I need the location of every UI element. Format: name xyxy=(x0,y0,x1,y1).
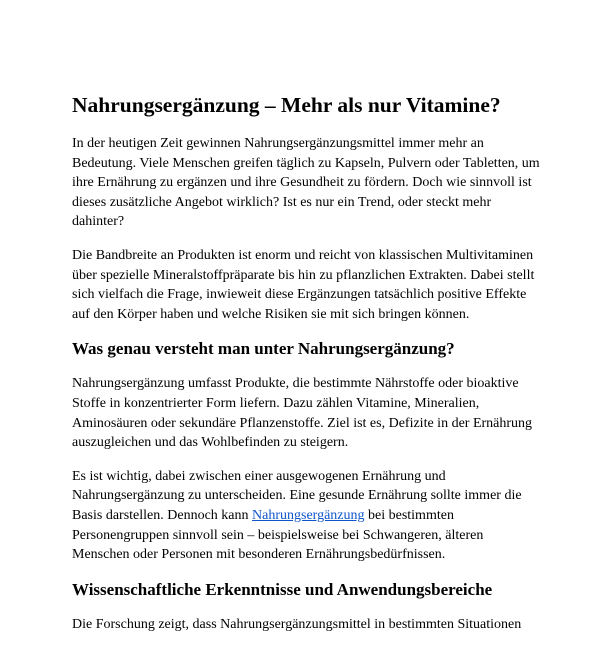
document-body xyxy=(72,92,542,648)
definition-paragraph-2 xyxy=(72,467,542,565)
paragraph-text-before-link: Es ist wichtig, dabei zwischen einer ausgewogenen Ernährung und Nahrungsergänzung zu unterscheiden. Eine gesunde Ernährung sollte immer die Basis darstellen. Dennoch kann xyxy=(72,468,522,523)
section-heading-definition: Was genau versteht man unter Nahrungsergänzung? xyxy=(72,339,455,359)
intro-paragraph-1: In der heutigen Zeit gewinnen Nahrungsergänzungsmittel immer mehr an Bedeutung. Viele Menschen greifen täglich zu Kapseln, Pulvern oder Tabletten, um ihre Ernährung zu ergänzen und ihre Gesundheit zu fördern. Doch wie sinnvoll ist dieses zusätzliche Angebot wirklich? Ist es nur ein Trend, oder steckt mehr dahinter? xyxy=(72,136,540,230)
research-paragraph-1: Die Forschung zeigt, dass Nahrungsergänzungsmittel in bestimmten Situationen xyxy=(72,616,522,632)
section-heading-research: Wissenschaftliche Erkenntnisse und Anwendungsbereiche xyxy=(72,579,493,599)
intro-paragraph-2: Die Bandbreite an Produkten ist enorm und reicht von klassischen Multivitaminen über spezielle Mineralstoffpräparate bis hin zu pflanzlichen Extrakten. Dabei stellt sich vielfach die Frage, inwieweit diese Ergänzungen tatsächlich positive Effekte auf den Körper haben und welche Risiken sie mit sich bringen können. xyxy=(72,247,535,322)
paragraph-text-after-link: bei bestimmten Personengruppen sinnvoll sein – beispielsweise bei Schwangeren, älteren Menschen oder Personen mit besonderen Ernährungsbedürfnissen. xyxy=(72,507,484,563)
page-title: Nahrungsergänzung – Mehr als nur Vitamine? xyxy=(72,93,501,117)
nahrungsergaenzung-link[interactable]: Nahrungsergänzung xyxy=(252,507,365,523)
definition-paragraph-1: Nahrungsergänzung umfasst Produkte, die bestimmte Nährstoffe oder bioaktive Stoffe in konzentrierter Form liefern. Dazu zählen Vitamine, Mineralien, Aminosäuren oder sekundäre Pflanzenstoffe. Ziel ist es, Defizite in der Ernährung auszugleichen und das Wohlbefinden zu steigern. xyxy=(72,376,533,451)
